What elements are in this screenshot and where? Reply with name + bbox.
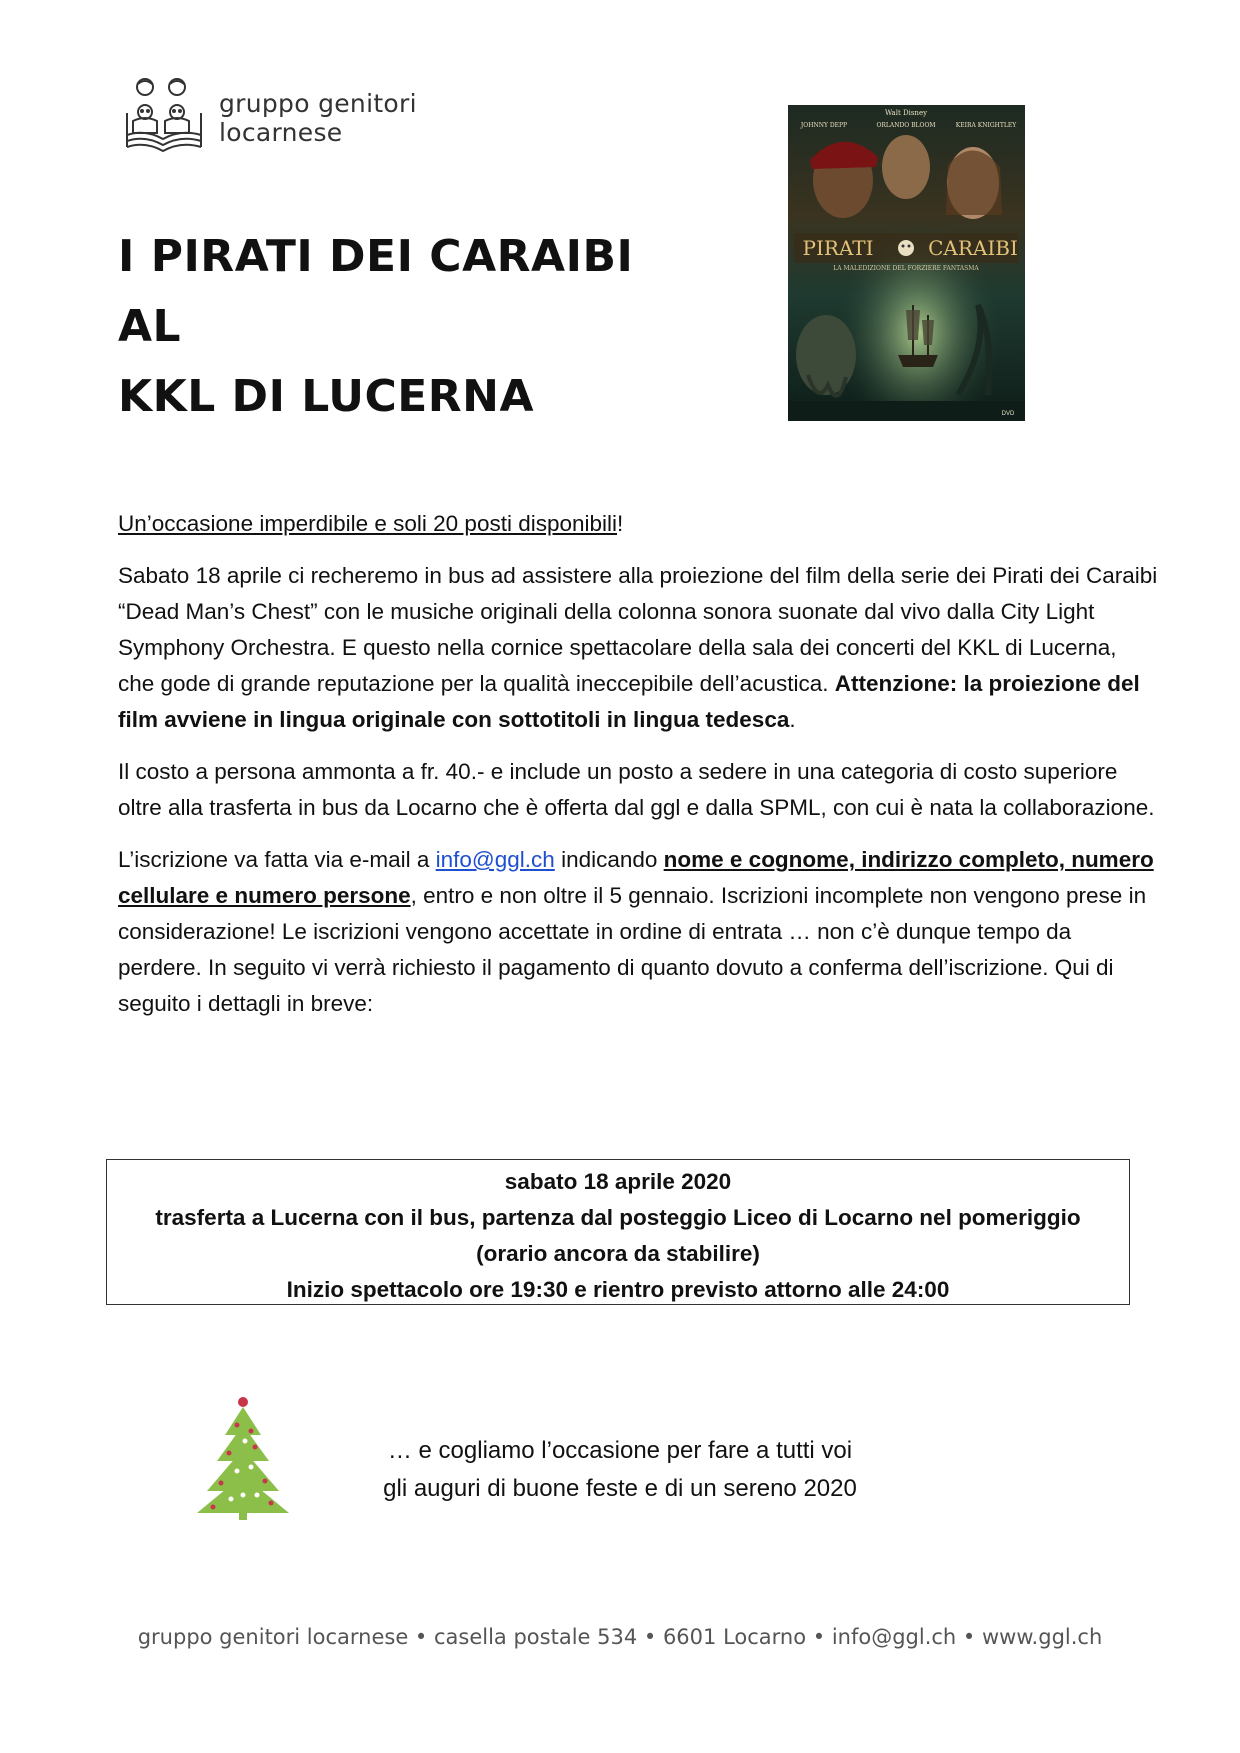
- title-line: AL: [118, 301, 182, 352]
- event-description: Sabato 18 aprile ci recheremo in bus ad assistere alla proiezione del film della serie dei Pirati dei Caraibi “Dead Man’s Chest” con le musiche originali della colonna sonora suonate dal vivo dalla City Light Symphony Orchestra. E questo nella cornice spettacolare della sala dei concerti del KKL di Lucerna, che gode di grande reputazione per la qualità ineccepibile dell’acustica. Attenzione: la proiezione del film avviene in lingua originale con sottotitoli in lingua tedesca.: [118, 563, 1158, 732]
- svg-text:DVD: DVD: [1001, 411, 1015, 417]
- movie-poster-image: [788, 105, 1025, 421]
- poster-cast: KEIRA KNIGHTLEY: [955, 122, 1017, 129]
- title-line: I PIRATI DEI CARAIBI: [118, 231, 634, 282]
- poster-cast: JOHNNY DEPP: [800, 122, 848, 129]
- title-line: KKL DI LUCERNA: [118, 371, 535, 422]
- poster-title-left: PIRATI: [802, 236, 874, 260]
- email-link[interactable]: info@ggl.ch: [435, 847, 555, 872]
- page-title: [118, 222, 633, 432]
- logo-text: gruppo genitori locarnese: [219, 89, 417, 147]
- main-content: [118, 506, 1158, 1038]
- svg-text:Walt Disney: Walt Disney: [884, 109, 928, 117]
- cost-paragraph: Il costo a persona ammonta a fr. 40.- e include un posto a sedere in una categoria di costo superiore oltre alla trasferta in bus da Locarno che è offerta dal ggl e dalla SPML, con cui è nata la collaborazione.: [118, 759, 1155, 820]
- christmas-tree-icon: [193, 1395, 293, 1520]
- intro-paragraph: Un’occasione imperdibile e soli 20 posti disponibili!: [118, 511, 624, 536]
- logo-family-icon: [125, 75, 205, 153]
- footer: gruppo genitori locarnese • casella postale 534 • 6601 Locarno • info@ggl.ch • www.ggl.ch: [137, 1625, 1103, 1649]
- logo: [125, 75, 545, 155]
- event-schedule: Inizio spettacolo ore 19:30 e rientro previsto attorno alle 24:00: [286, 1277, 950, 1302]
- required-fields: nome e cognome, indirizzo completo, numero cellulare e numero persone: [118, 847, 1154, 908]
- wishes-line: gli auguri di buone feste e di un sereno 2020: [383, 1475, 857, 1502]
- registration-paragraph: L’iscrizione va fatta via e-mail a info@ggl.ch indicando nome e cognome, indirizzo completo, numero cellulare e numero persone, entro e non oltre il 5 gennaio. Iscrizioni incomplete non vengono prese in considerazione! Le iscrizioni vengono accettate in ordine di entrata … non c’è dunque tempo da perdere. In seguito vi verrà richiesto il pagamento di quanto dovuto a conferma dell’iscrizione. Qui di seguito i dettagli in breve:: [118, 847, 1154, 1016]
- poster-subtitle: LA MALEDIZIONE DEL FORZIERE FANTASMA: [833, 265, 979, 272]
- poster-title-right: CARAIBI: [928, 236, 1018, 260]
- poster-cast: ORLANDO BLOOM: [876, 122, 936, 129]
- event-details-box: [106, 1159, 1130, 1305]
- event-date: sabato 18 aprile 2020: [504, 1169, 732, 1194]
- wishes-line: … e cogliamo l’occasione per fare a tutti voi: [387, 1437, 853, 1464]
- event-time-note: (orario ancora da stabilire): [476, 1241, 760, 1266]
- intro-highlight: Un’occasione imperdibile e soli 20 posti disponibili: [118, 511, 618, 536]
- language-warning: Attenzione: la proiezione del film avviene in lingua originale con sottotitoli in lingua tedesca: [118, 671, 1140, 732]
- holiday-wishes: [330, 1432, 910, 1508]
- event-transfer: trasferta a Lucerna con il bus, partenza dal posteggio Liceo di Locarno nel pomeriggio: [155, 1205, 1081, 1230]
